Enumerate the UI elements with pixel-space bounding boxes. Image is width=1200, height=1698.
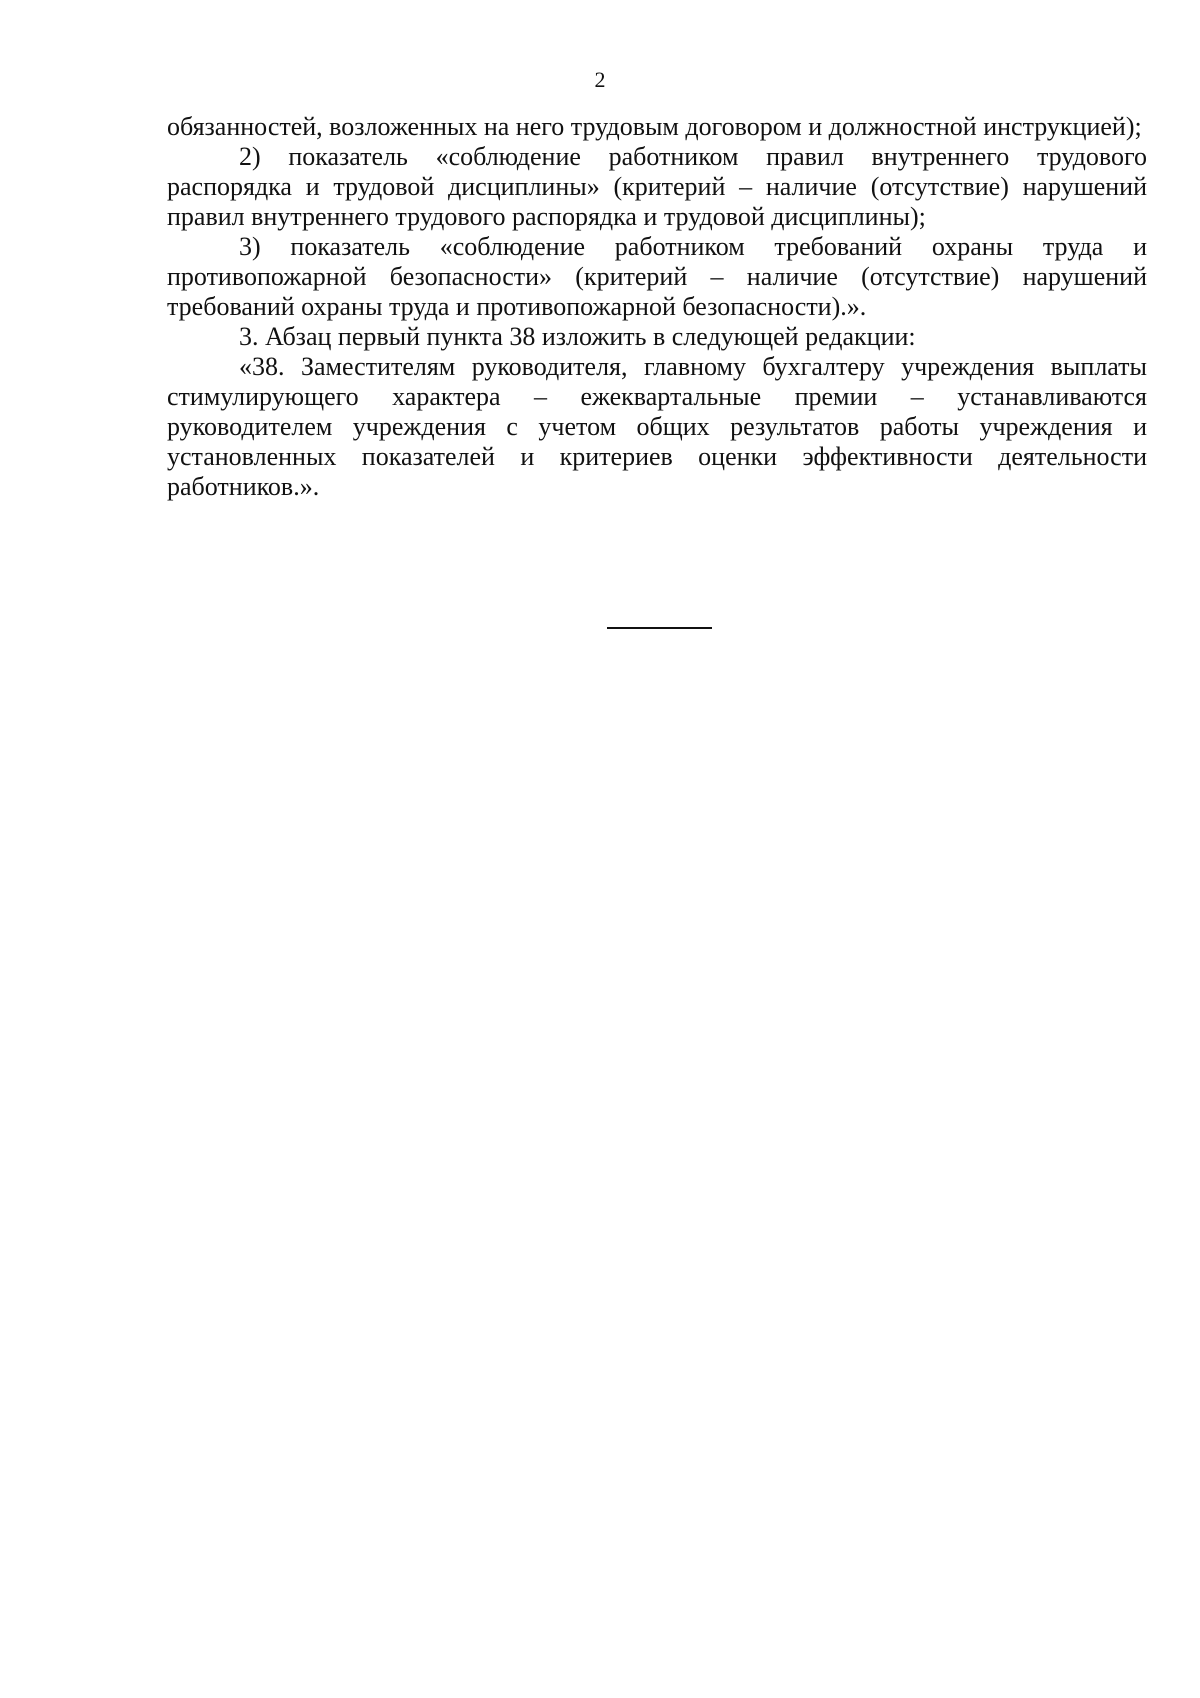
paragraph-item-2: 2) показатель «соблюдение работником правил внутреннего трудового распорядка и трудовой дисциплины» (критерий – наличие (отсутствие) нарушений правил внутреннего трудового распорядка и трудовой дисциплины);	[167, 142, 1147, 231]
paragraph-clause-3: 3. Абзац первый пункта 38 изложить в следующей редакции:	[239, 322, 916, 351]
page-number: 2	[594, 67, 606, 92]
paragraph-item-3: 3) показатель «соблюдение работником требований охраны труда и противопожарной безопасности» (критерий – наличие (отсутствие) нарушений требований охраны труда и противопожарной безопасности).».	[167, 232, 1147, 321]
end-of-document-divider	[607, 627, 712, 629]
paragraph-point-38: «38. Заместителям руководителя, главному бухгалтеру учреждения выплаты стимулирующего характера – ежеквартальные премии – устанавливаются руководителем учреждения с учетом общих результатов работы учреждения и установленных показателей и критериев оценки эффективности деятельности работников.».	[167, 352, 1147, 501]
paragraph-continuation: обязанностей, возложенных на него трудовым договором и должностной инструкцией);	[167, 112, 1142, 141]
document-body	[167, 112, 1147, 502]
